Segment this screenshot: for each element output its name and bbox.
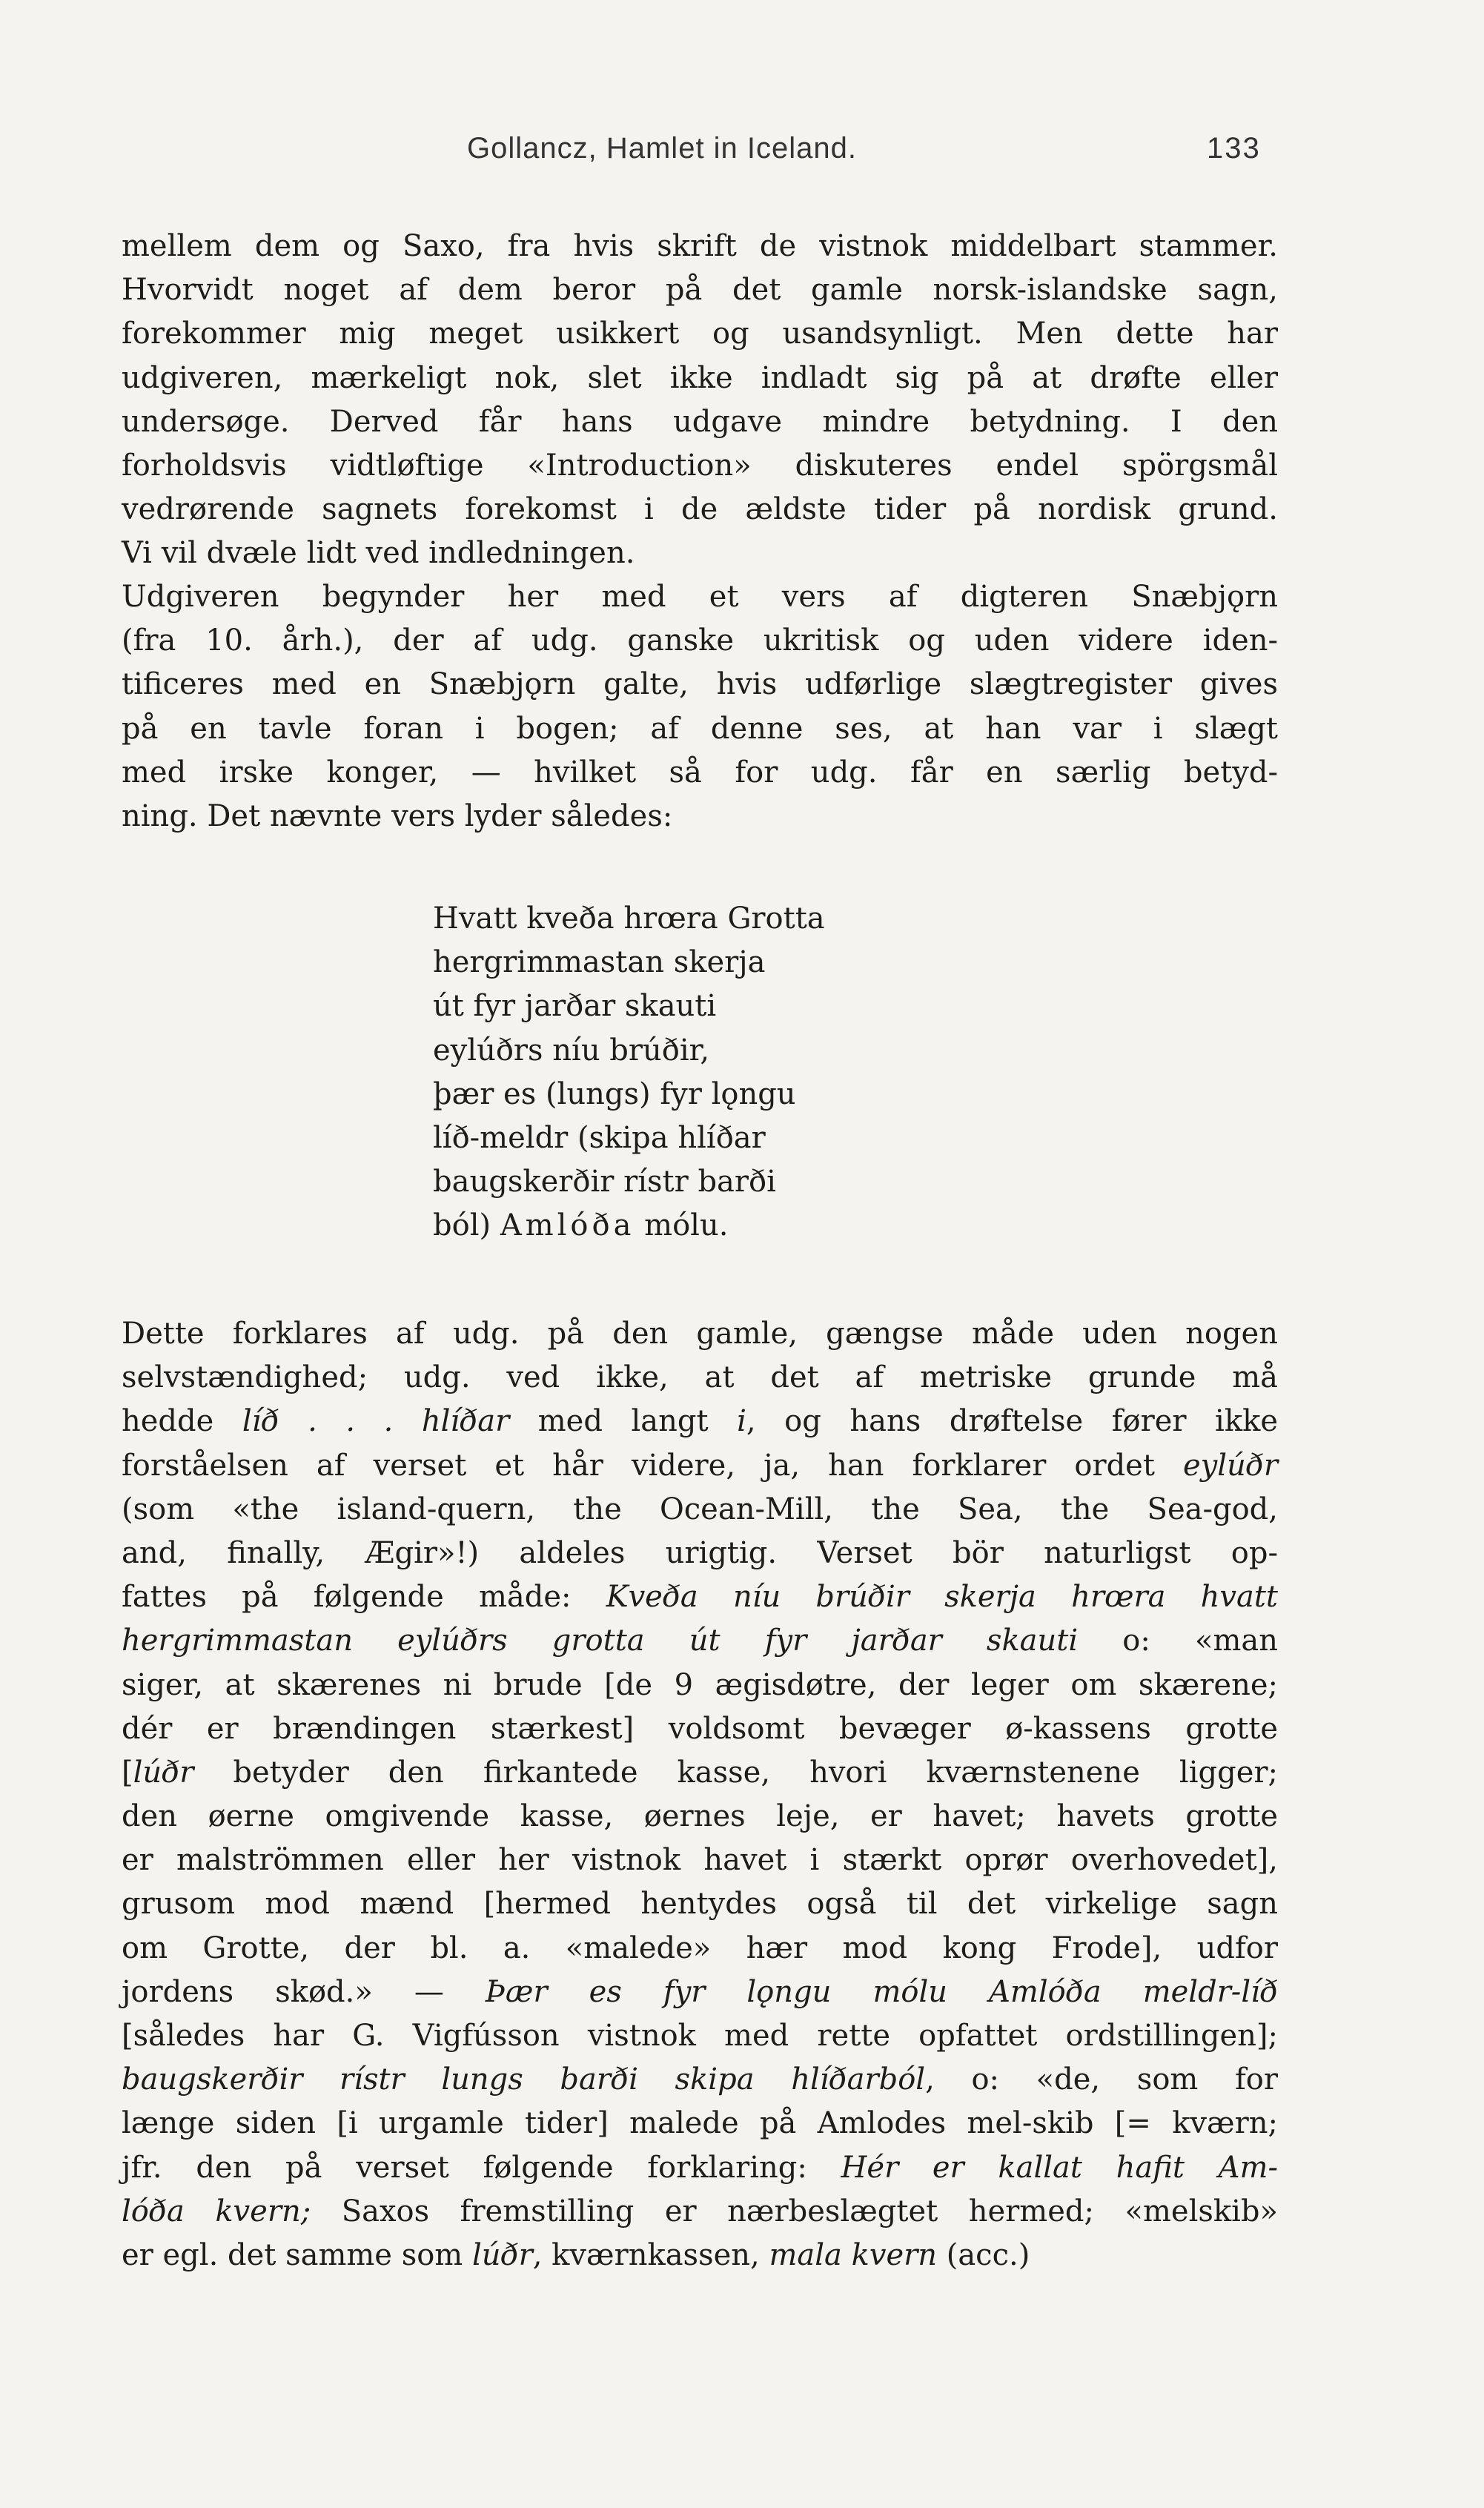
text-line [122, 1575, 1278, 1619]
text-line [122, 1751, 1278, 1795]
text-run: [ [122, 1755, 133, 1790]
text-line [122, 1971, 1278, 2014]
verse-text: mólu. [635, 1208, 729, 1243]
text-run: er egl. det samme som [122, 2237, 472, 2272]
text-line: (fra 10. årh.), der af udg. ganske ukritisk og uden videre iden- [122, 623, 1278, 658]
verse-line: líð-meldr (skipa hlíðar [433, 1120, 766, 1155]
text-run: (acc.) [937, 2237, 1030, 2272]
italic-run: lúðr [133, 1755, 194, 1790]
text-line: vedrørende sagnets forekomst i de ældste tider på nordisk grund. [122, 492, 1278, 527]
text-line: (som «the island-quern, the Ocean-Mill, the Sea, the Sea-god, [122, 1492, 1278, 1526]
spaced-name: Amlóða [500, 1208, 635, 1243]
text-line: dér er brændingen stærkest] voldsomt bevæger ø-kassens grotte [122, 1711, 1278, 1746]
text-line: længe siden [i urgamle tider] malede på Amlodes mel-skib [= kværn; [122, 2106, 1278, 2141]
verse-line: eylúðrs níu brúðir, [433, 1033, 710, 1068]
text-run: hedde [122, 1404, 242, 1439]
text-run: med langt [509, 1404, 738, 1439]
paragraph-commentary [122, 1312, 1278, 2277]
text-run: jfr. den på verset følgende forklaring: [122, 2150, 841, 2185]
text-line [122, 1619, 1278, 1663]
text-run: , o: «de, som for [925, 2062, 1279, 2097]
text-line: forekommer mig meget usikkert og usandsynligt. Men dette har [122, 317, 1278, 351]
text-run: fattes på følgende måde: [122, 1580, 606, 1615]
running-title: Gollancz, Hamlet in Iceland. [467, 132, 858, 165]
running-head [0, 132, 1484, 176]
text-line: med irske konger, — hvilket så for udg. får en særlig betyd- [122, 755, 1278, 790]
verse-text: ból) [433, 1208, 500, 1243]
text-line: ning. Det nævnte vers lyder således: [122, 798, 673, 833]
verse-line: hergrimmastan skerja [433, 945, 766, 980]
text-line: selvstændighed; udg. ved ikke, at det af metriske grunde må [122, 1360, 1278, 1395]
italic-run: Hér er kallat hafit Am- [841, 2150, 1279, 2185]
text-run: , og hans drøftelse fører ikke [746, 1404, 1279, 1439]
text-line: Vi vil dvæle lidt ved indledningen. [122, 536, 635, 571]
page-number: 133 [1207, 132, 1261, 165]
paragraph-snaebjorn [122, 575, 1278, 838]
text-line [122, 1400, 1278, 1443]
text-line: grusom mod mænd [hermed hentydes også til det virkelige sagn [122, 1887, 1278, 1922]
italic-run: lúðr [471, 2237, 533, 2272]
paragraph-intro [122, 225, 1278, 576]
text-line [122, 2146, 1278, 2190]
text-line: Udgiveren begynder her med et vers af digteren Snæbjǫrn [122, 580, 1278, 614]
italic-run: lóða kvern; [122, 2194, 311, 2229]
text-line [122, 1444, 1278, 1488]
text-line: udgiveren, mærkeligt nok, slet ikke indladt sig på at drøfte eller [122, 360, 1278, 395]
text-run: o: «man [1078, 1624, 1279, 1658]
text-line [122, 2190, 1278, 2234]
text-line: undersøge. Derved får hans udgave mindre betydning. I den [122, 404, 1278, 439]
italic-run: eylúðr [1182, 1448, 1278, 1483]
italic-run: Kveða níu brúðir skerja hrœra hvatt [606, 1580, 1279, 1615]
text-run: Saxos fremstilling er nærbeslægtet hermed; «melskib» [311, 2194, 1278, 2229]
text-line: mellem dem og Saxo, fra hvis skrift de vistnok middelbart stammer. [122, 229, 1278, 263]
text-line: Hvorvidt noget af dem beror på det gamle norsk-islandske sagn, [122, 273, 1278, 308]
italic-run: i [737, 1404, 746, 1439]
text-line: den øerne omgivende kasse, øernes leje, er havet; havets grotte [122, 1799, 1278, 1834]
verse-line-last [433, 1204, 825, 1248]
text-line: siger, at skærenes ni brude [de 9 ægisdøtre, der leger om skærene; [122, 1667, 1278, 1702]
text-line: på en tavle foran i bogen; af denne ses, at han var i slægt [122, 711, 1278, 746]
italic-run: líð . . . hlíðar [242, 1404, 510, 1439]
text-line: [således har G. Vigfússon vistnok med rette opfattet ordstillingen]; [122, 2019, 1278, 2053]
text-run: forståelsen af verset et hår videre, ja, han forklarer ordet [122, 1448, 1183, 1483]
verse-line: baugskerðir rístr barði [433, 1165, 776, 1200]
italic-run: hergrimmastan eylúðrs grotta út fyr jarðar skauti [122, 1624, 1079, 1658]
text-run: betyder den firkantede kasse, hvori kværnstenene ligger; [193, 1755, 1278, 1790]
verse-quotation [433, 897, 825, 1248]
italic-run: mala kvern [769, 2237, 937, 2272]
italic-run: baugskerðir rístr lungs barði skipa hlíðarból [122, 2062, 926, 2097]
text-line: om Grotte, der bl. a. «malede» hær mod kong Frode], udfor [122, 1930, 1278, 1965]
text-run: , kværnkassen, [532, 2237, 769, 2272]
text-line [122, 2234, 1278, 2277]
verse-line: þær es (lungs) fyr lǫngu [433, 1076, 796, 1111]
text-run: jordens skød.» — [122, 1974, 486, 2009]
text-line: tificeres med en Snæbjǫrn galte, hvis udførlige slægtregister gives [122, 667, 1278, 702]
text-line: Dette forklares af udg. på den gamle, gængse måde uden nogen [122, 1317, 1278, 1351]
text-line: and, finally, Ægir»!) aldeles urigtig. Verset bör naturligst op- [122, 1535, 1278, 1570]
italic-run: Þær es fyr lǫngu mólu Amlóða meldr-líð [485, 1974, 1278, 2009]
verse-line: Hvatt kveða hrœra Grotta [433, 901, 825, 936]
verse-line: út fyr jarðar skauti [433, 989, 717, 1024]
text-line: er malströmmen eller her vistnok havet i stærkt oprør overhovedet], [122, 1843, 1278, 1878]
text-line: forholdsvis vidtløftige «Introduction» diskuteres endel spörgsmål [122, 448, 1278, 483]
text-line [122, 2058, 1278, 2102]
